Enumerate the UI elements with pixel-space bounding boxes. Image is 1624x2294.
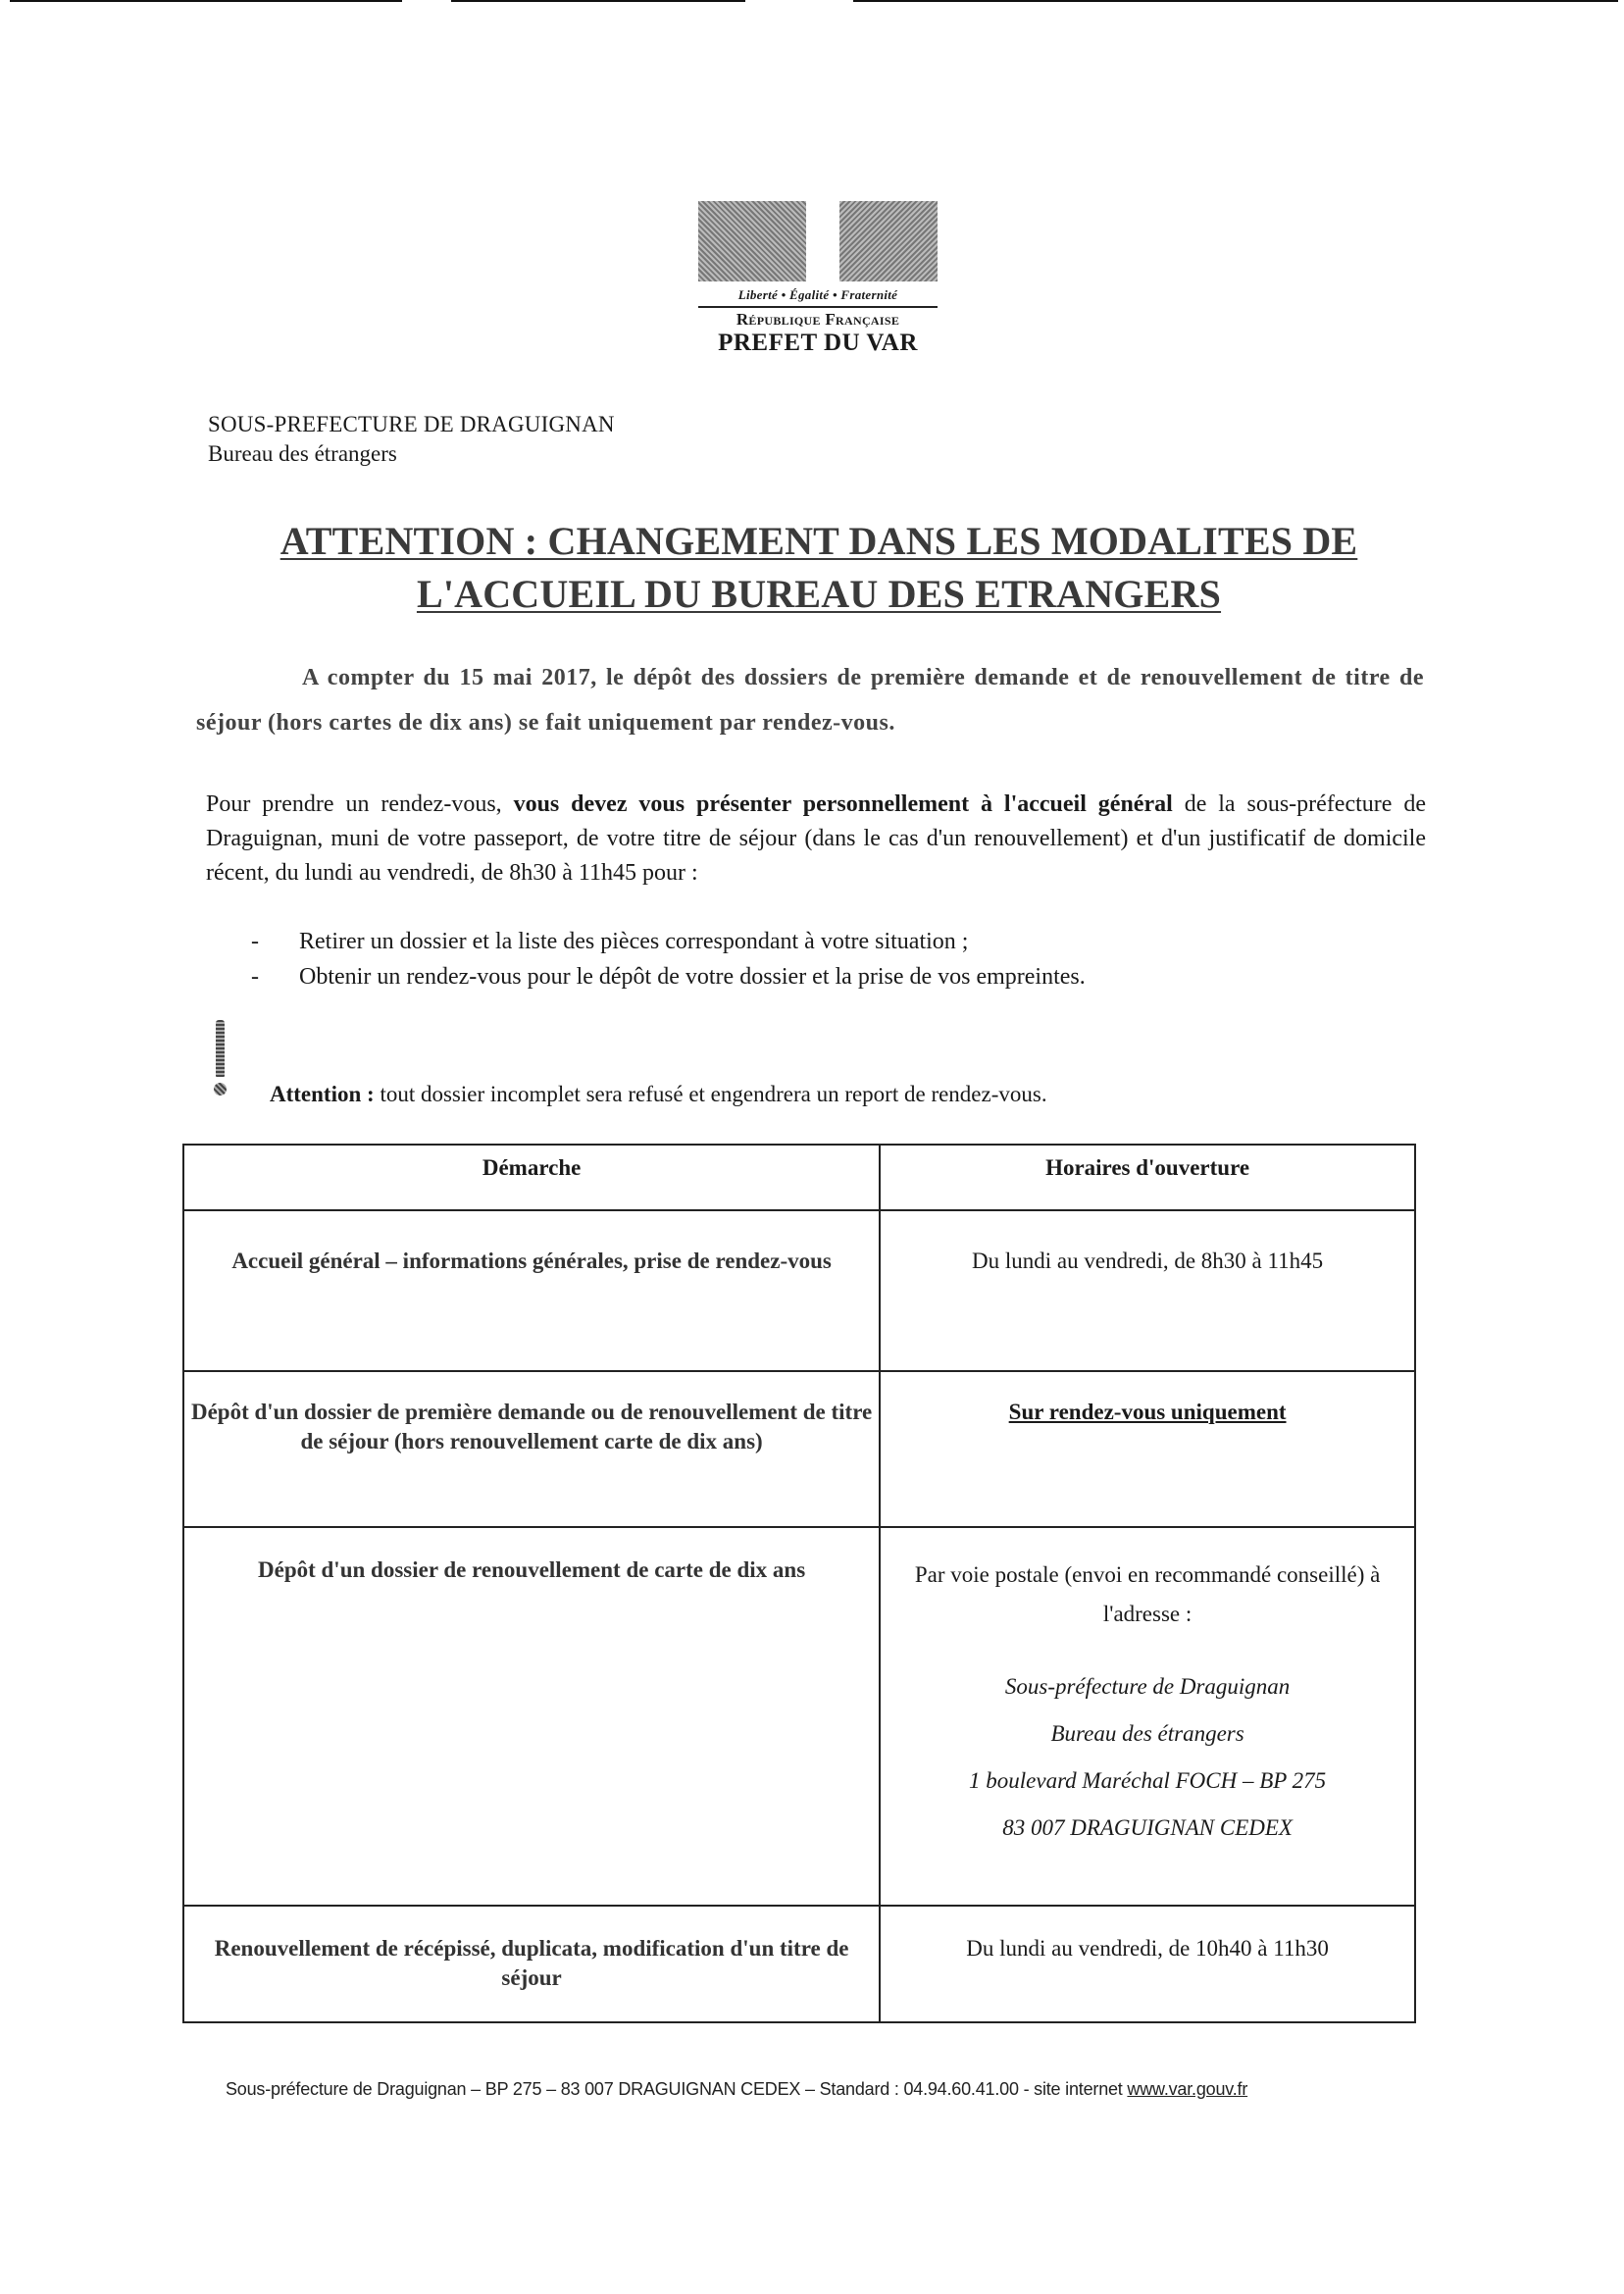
organization-block xyxy=(208,410,615,469)
warning-label: Attention : xyxy=(270,1082,375,1106)
table-header-row xyxy=(183,1145,1415,1210)
republic-logo xyxy=(698,201,938,357)
title-line-1: ATTENTION : CHANGEMENT DANS LES MODALITES DE xyxy=(279,519,1358,563)
horaires-cell xyxy=(880,1527,1415,1906)
demarche-cell: Renouvellement de récépissé, duplicata, modification d'un titre de séjour xyxy=(183,1906,880,2022)
demarche-cell: Accueil général – informations générales, prise de rendez-vous xyxy=(183,1210,880,1371)
list-item: - Retirer un dossier et la liste des pièces correspondant à votre situation ; xyxy=(245,924,1086,959)
footer-text: Sous-préfecture de Draguignan – BP 275 – 83 007 DRAGUIGNAN CEDEX – Standard : 04.94.60.41.00 - site internet xyxy=(226,2079,1128,2099)
marianne-emblem-icon xyxy=(698,201,938,281)
table-row xyxy=(183,1906,1415,2022)
website-link[interactable]: www.var.gouv.fr xyxy=(1127,2079,1248,2099)
address-line: Bureau des étrangers xyxy=(1050,1721,1244,1746)
organization-name: SOUS-PREFECTURE DE DRAGUIGNAN xyxy=(208,412,615,436)
demarche-cell: Dépôt d'un dossier de première demande ou de renouvellement de titre de séjour (hors renouvellement carte de dix ans) xyxy=(183,1371,880,1527)
warning-text: tout dossier incomplet sera refusé et engendrera un report de rendez-vous. xyxy=(374,1082,1047,1106)
address-line: 1 boulevard Maréchal FOCH – BP 275 xyxy=(969,1768,1327,1793)
schedule-table xyxy=(182,1144,1416,2023)
page-title xyxy=(216,515,1422,621)
postal-address xyxy=(882,1663,1413,1852)
address-line: Sous-préfecture de Draguignan xyxy=(1004,1674,1291,1699)
demarche-cell: Dépôt d'un dossier de renouvellement de carte de dix ans xyxy=(183,1527,880,1906)
horaires-cell: Du lundi au vendredi, de 10h40 à 11h30 xyxy=(880,1906,1415,2022)
column-header: Démarche xyxy=(183,1145,880,1210)
bullet-list xyxy=(245,924,1086,994)
table-row xyxy=(183,1527,1415,1906)
horaires-cell: Du lundi au vendredi, de 8h30 à 11h45 xyxy=(880,1210,1415,1371)
intro-paragraph: A compter du 15 mai 2017, le dépôt des dossiers de première demande et de renouvellement de titre de séjour (hors cartes de dix ans) se fait uniquement par rendez-vous. xyxy=(196,665,1424,736)
warning-note xyxy=(270,1082,1047,1107)
para-text-2: de la sous-préfecture de Draguignan, muni de votre passeport, de votre titre de séjour (dans le cas d'un renouvellement) et d'un justificatif de domicile récent, du lundi au vendredi, de 8h30 à 11h45 pour : xyxy=(206,791,1426,886)
para-text-1: Pour prendre un rendez-vous, xyxy=(206,791,514,817)
scan-edge-artifact xyxy=(0,0,1624,3)
prefet-title: PREFET DU VAR xyxy=(718,330,918,356)
horaires-cell xyxy=(880,1371,1415,1527)
instructions-paragraph xyxy=(206,788,1426,891)
exclamation-icon xyxy=(210,1020,231,1096)
table-row xyxy=(183,1210,1415,1371)
column-header: Horaires d'ouverture xyxy=(880,1145,1415,1210)
appointment-only: Sur rendez-vous uniquement xyxy=(1008,1400,1287,1424)
address-line: 83 007 DRAGUIGNAN CEDEX xyxy=(1002,1815,1293,1840)
title-line-2: L'ACCUEIL DU BUREAU DES ETRANGERS xyxy=(416,572,1222,616)
para-bold: vous devez vous présenter personnellement à l'accueil général xyxy=(513,791,1173,817)
motto: Liberté • Égalité • Fraternité xyxy=(698,287,938,308)
department-name: Bureau des étrangers xyxy=(208,441,397,466)
table-row xyxy=(183,1371,1415,1527)
footer xyxy=(226,2079,1402,2100)
republic-name: République Française xyxy=(736,310,900,329)
postal-instructions: Par voie postale (envoi en recommandé conseillé) à l'adresse : xyxy=(914,1562,1381,1626)
list-item: - Obtenir un rendez-vous pour le dépôt de votre dossier et la prise de vos empreintes. xyxy=(245,959,1086,994)
